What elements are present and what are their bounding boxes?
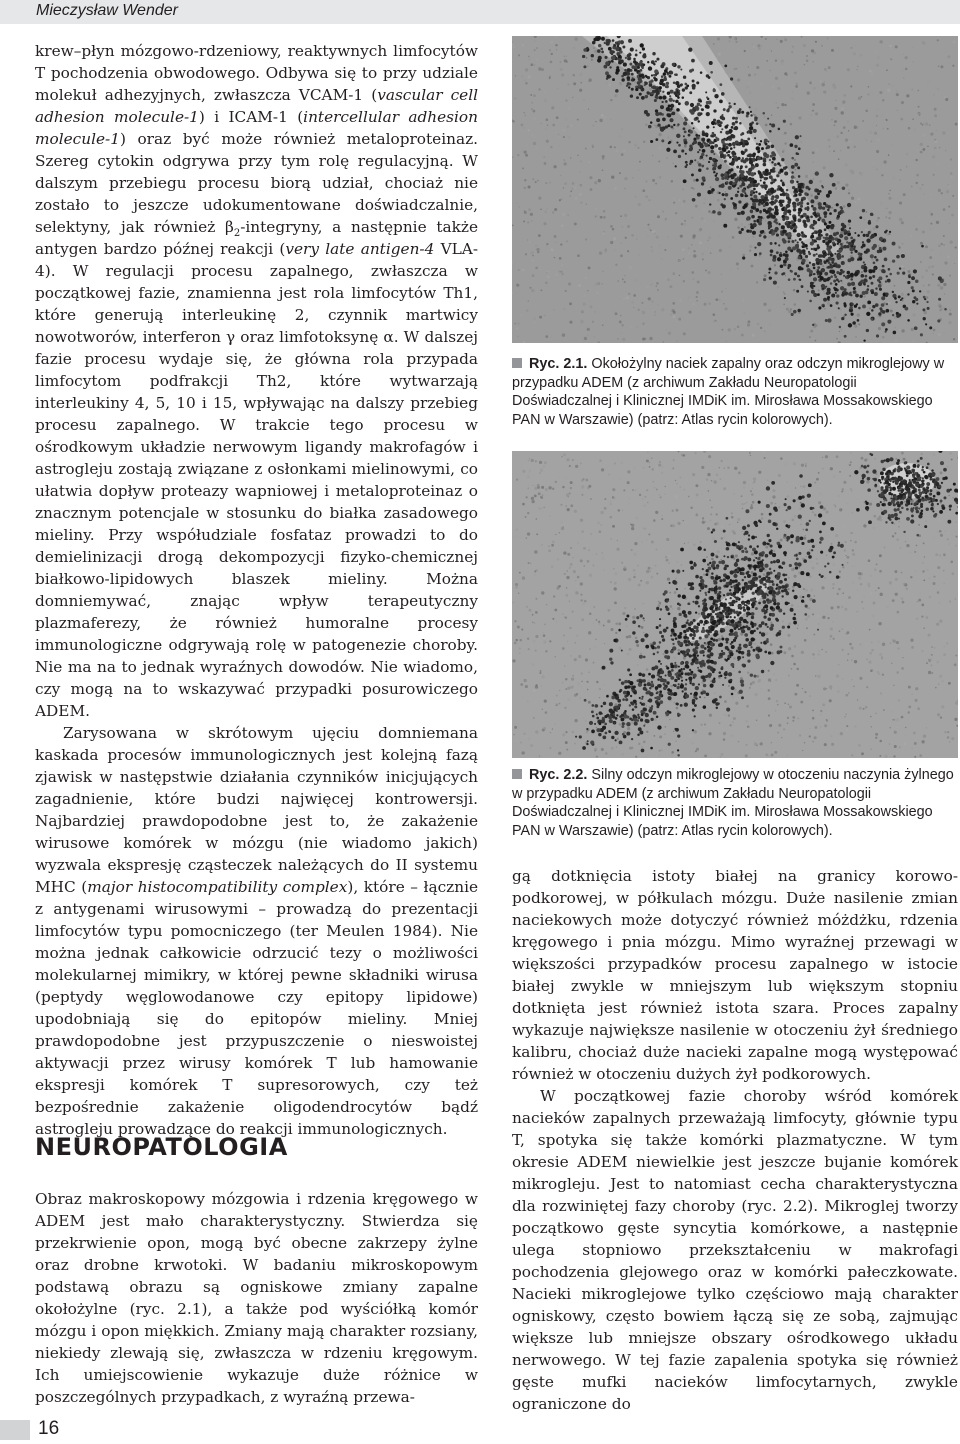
paragraph: Zarysowana w skrótowym ujęciu domniemana kaskada procesów immunologicznych jest kolejną fazą zjawisk w następstwie działania czynników inicjujących zagadnienie, które budzi najwięcej kontrowersji. Najbardziej prawdopodobne jest to, że zakażenie wirusowe komórek w mózgu (nie wiadomo jakich) wyzwala ekspresję cząsteczek należących do II systemu MHC (major histocompatibility complex), które – łącznie z antygenami wirusowymi – prowadzą do prezentacji limfocytów typu pomocniczego (ter Meulen 1984). Nie można jednak całkowicie odrzucić tezy o możliwości molekularnej mimikry, w której pewne składniki wirusa (peptydy węglowodanowe czy epitopy lipidowe) upodobniają się do epitopów mieliny. Mniej prawdopodobne jest przypuszczenie o nieswoistej aktywacji przez wirusy komórek T lub hamowanie ekspresji komórek T supresorowych, czy też bezpośrednie zakażenie oligodendrocytów bądź astrogleju prowadzące do reakcji immunologicznych. [35,724,479,1138]
paragraph: Obraz makroskopowy mózgowia i rdzenia kręgowego w ADEM jest mało charakterystyczny. Stwierdza się przekrwienie opon, mogą być obecne zakrzepy żylne oraz drobne krwotoki. W badaniu mikroskopowym podstawą obrazu są ogniskowe zmiany zapalne okołożylne (ryc. 2.1), a także pod wyściółką komór mózgu i opon miękkich. Zmiany mają charakter rozsiany, niekiedy zlewają się, zwłaszcza w rdzeniu kręgowym. Ich umiejscowienie wykazuje duże różnice w poszczególnych przypadkach, z wyraźną przewa- [35,1190,478,1406]
section-text [35,1188,478,1408]
left-column-text [35,40,478,1140]
section-heading: NEUROPATOLOGIA [35,1133,288,1161]
caption-square-icon [512,769,522,779]
paragraph: krew–płyn mózgowo-rdzeniowy, reaktywnych limfocytów T pochodzenia obwodowego. Odbywa się to przy udziale molekuł adhezyjnych, zwłaszcza VCAM-1 (vascular cell adhesion molecule-1) i ICAM-1 (intercellular adhesion molecule-1) oraz być może również metaloproteinaz. Szereg cytokin odgrywa przy tym rolę regulacyjną. W dalszym przebiegu procesu biorą udział, chociaż nie zostało to jeszcze udokumentowane doświadczalnie, selektyny, jak również $\beta_2$-integryny, a następnie także antygen bardzo późnej reakcji (very late antigen-4 VLA-4). W regulacji procesu zapalnego, zwłaszcza w początkowej fazie, znamienna jest rola limfocytów Th1, które generują interleukinę 2, czynnik martwicy nowotworów, interferon γ oraz limfotoksynę α. W dalszej fazie procesu wydaje się, że główna rola przypada limfocytom podfrakcji Th2, które wytwarzają interleukiny 4, 5, 10 i 15, wpływając na dalszy przebieg procesu zapalnego. W trakcie tego procesu w ośrodkowym układzie nerwowym ligandy makrofagów i astrogleju zostają związane z osłonkami mielinowymi, co ułatwia dopływ proteazy wapniowej i metaloproteinaz o znacznym potencjale w stosunku do białka zasadowego mieliny. Przy współudziale fosfataz prowadzi to do demielinizacji drogą dekompozycji fizyko-chemicznej białkowo-lipidowych blaszek mieliny. Można domniemywać, znając wpływ terapeutyczny plazmaferezy, że również humoralne procesy immunologiczne odgrywają rolę w patogenezie choroby. Nie ma na to jednak wyraźnych dowodów. Nie wiadomo, czy mogą na to wskazywać przypadki posurowiczego ADEM. [35,42,479,720]
right-column-text [512,865,958,1415]
figure-micrograph-1 [512,36,958,343]
figure-caption-1: Ryc. 2.1. Okołożylny naciek zapalny oraz odczyn mikroglejowy w przypadku ADEM (z archiwum Zakładu Neuropatologii Doświadczalnej i Klinicznej IMDiK im. Mirosława Mossakowskiego PAN w Warszawie) (patrz: Atlas rycin kolorowych). [512,356,945,428]
header-author: Mieczysław Wender [36,2,178,19]
page-number: 16 [38,1418,60,1439]
figure-micrograph-2 [512,451,958,758]
paragraph: gą dotknięcia istoty białej na granicy korowo-podkorowej, w półkulach mózgu. Duże nasilenie zmian naciekowych może dotyczyć również móżdżku, rdzenia kręgowego i pnia mózgu. Mimo wyraźnej przewagi w większości przypadków procesu zapalnego w istocie białej zwykle w mniejszym lub większym stopniu dotknięta jest również istota szara. Proces zapalny wykazuje największe nasilenie w otoczeniu żył średniego kalibru, chociaż duże nacieki zapalne mogą występować również w otoczeniu dużych żył podkorowych. [512,867,958,1083]
paragraph: W początkowej fazie choroby wśród komórek nacieków zapalnych przeważają limfocyty, głównie typu T, spotyka się także komórki plazmatyczne. W tym okresie ADEM niewielkie jest jeszcze bujanie komórek mikrogleju. Jest to natomiast cecha charakterystyczna dla rozwiniętej fazy choroby (ryc. 2.2). Mikroglej tworzy początkowo gęste syncytia komórkowe, a następnie ulega stopniowo przekształceniu w makrofagi pochodzenia glejowego oraz w komórki pałeczkowate. Nacieki mikroglejowe tylko częściowo mają charakter ogniskowy, często bowiem łączą się ze sobą, zajmując większe lub mniejsze obszary ośrodkowego układu nerwowego. W tej fazie zapalenia spotyka się również gęste mufki nacieków limfocytarnych, zwykle ograniczone do [512,1087,958,1413]
footer-bar [0,1420,30,1440]
caption-square-icon [512,358,522,368]
figure-caption-2: Ryc. 2.2. Silny odczyn mikroglejowy w otoczeniu naczynia żylnego w przypadku ADEM (z archiwum Zakładu Neuropatologii Doświadczalnej i Klinicznej IMDiK im. Mirosława Mossakowskiego PAN w Warszawie) (patrz: Atlas rycin kolorowych). [512,767,954,839]
